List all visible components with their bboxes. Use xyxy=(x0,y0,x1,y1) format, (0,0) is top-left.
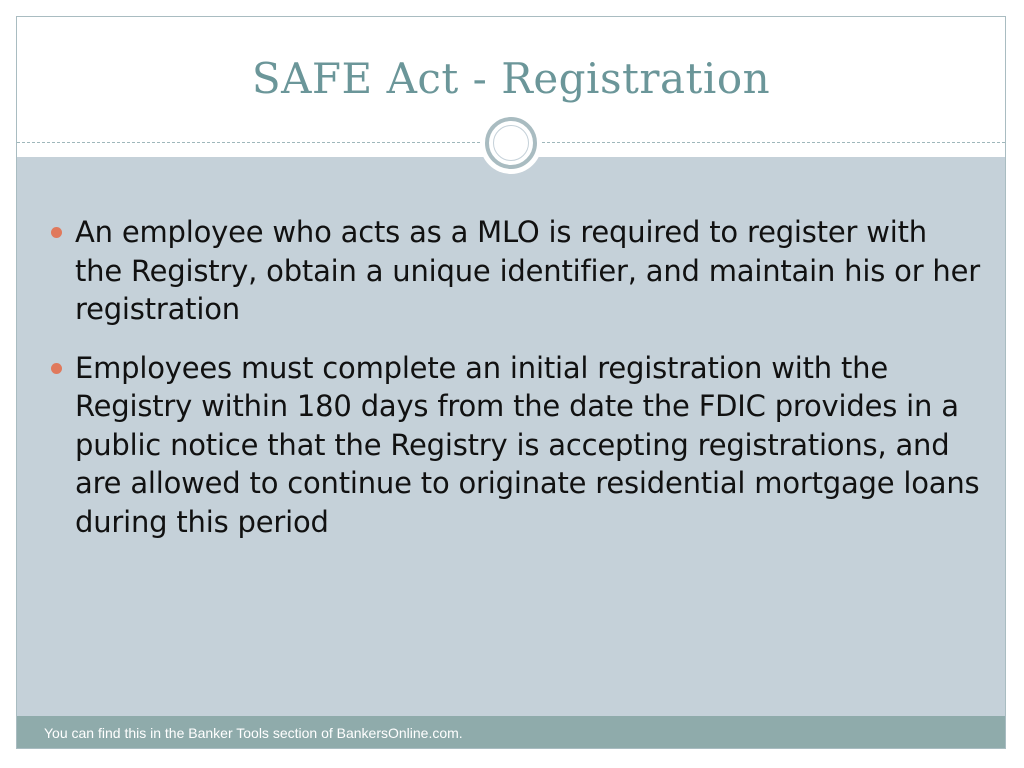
emblem-inner-ring xyxy=(493,125,529,161)
slide-frame xyxy=(16,16,1006,749)
bullet-item-2 xyxy=(51,349,981,542)
footer-bar xyxy=(17,716,1005,748)
bullet-item-1 xyxy=(51,213,981,329)
bullet-list xyxy=(51,213,981,561)
footer-text: You can find this in the Banker Tools section of BankersOnline.com. xyxy=(44,725,463,741)
bullet-dot-icon xyxy=(51,227,62,238)
bullet-text-2: Employees must complete an initial registration with the Registry within 180 days from the date the FDIC provides in a public notice that the Registry is accepting registrations, and are allowed to continue to originate residential mortgage loans during this period xyxy=(75,350,980,539)
circle-ring-emblem-icon xyxy=(480,112,542,174)
content-area xyxy=(17,157,1005,716)
bullet-dot-icon xyxy=(51,363,62,374)
emblem-ring xyxy=(485,117,537,169)
bullet-text-1: An employee who acts as a MLO is required to register with the Registry, obtain a unique identifier, and maintain his or her registration xyxy=(75,215,980,326)
slide-title: SAFE Act - Registration xyxy=(251,54,771,103)
